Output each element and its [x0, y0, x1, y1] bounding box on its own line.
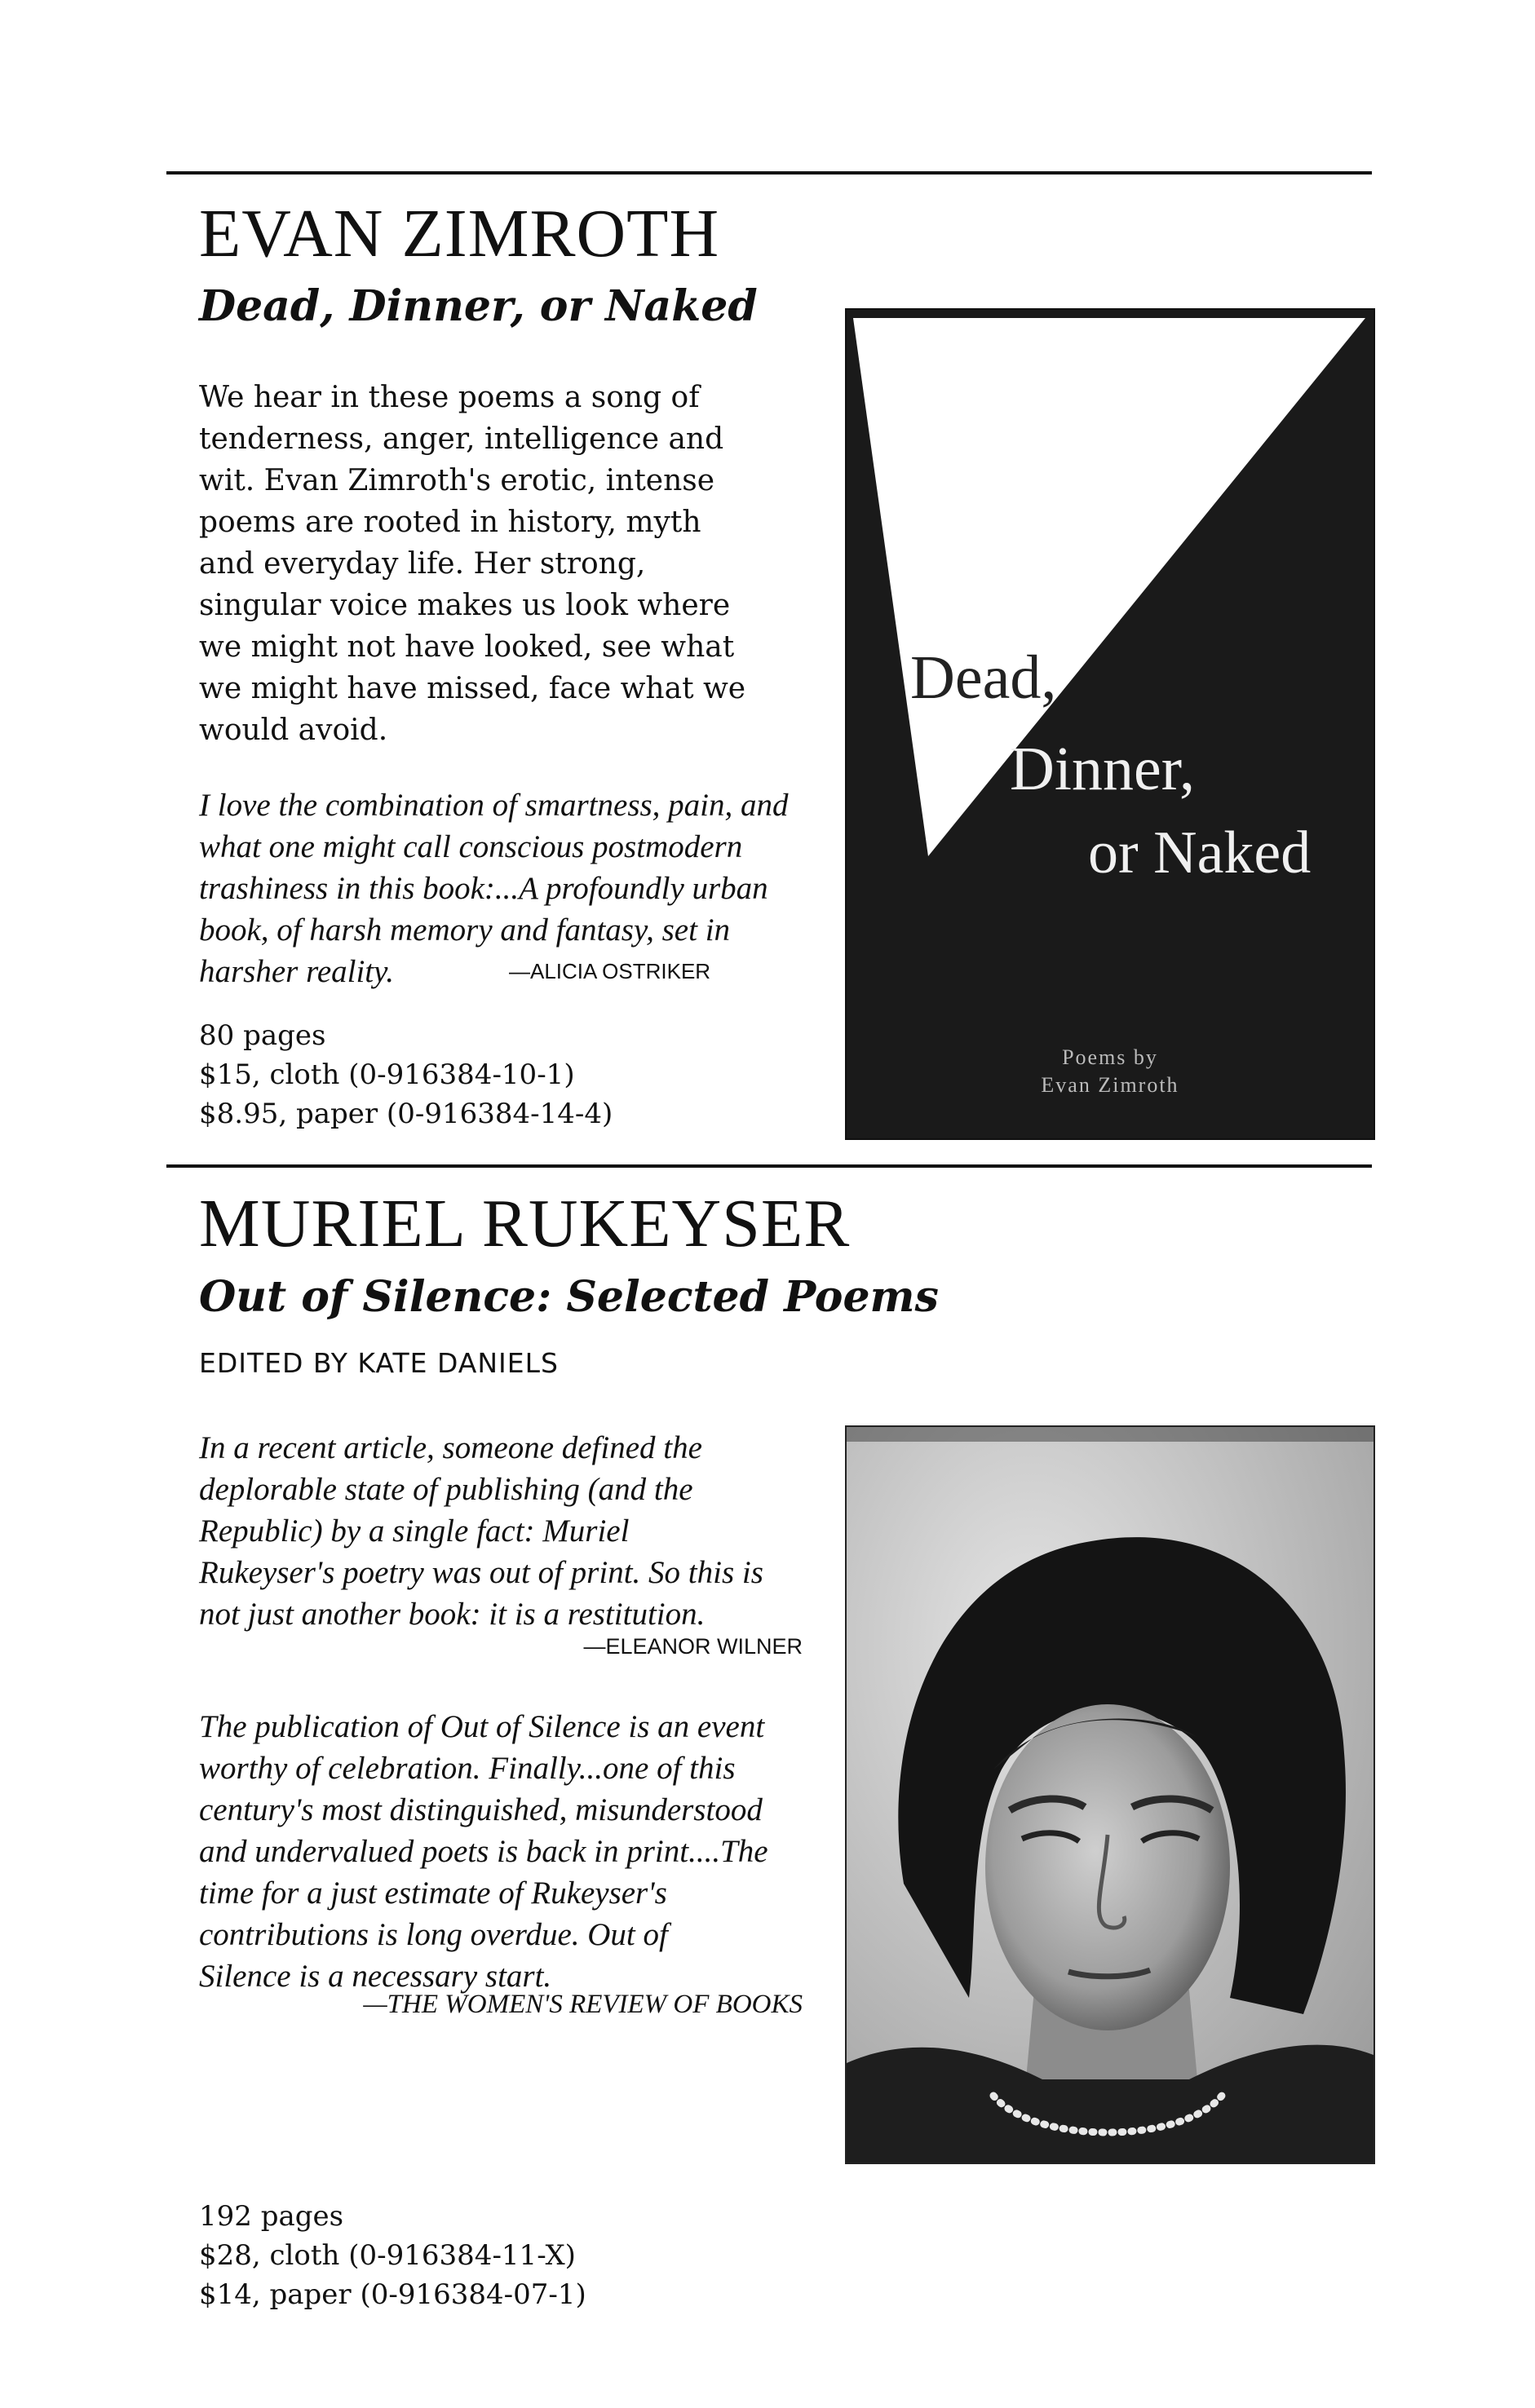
book-title: Dead, Dinner, or Naked: [199, 281, 758, 331]
quote-line: In a recent article, someone defined the: [199, 1430, 702, 1465]
review-quote: [199, 1706, 803, 1997]
quote-line: Rukeyser's poetry was out of print. So this is: [199, 1555, 763, 1590]
description-line: and everyday life. Her strong,: [199, 547, 646, 581]
review-quote: [199, 784, 803, 992]
cover-byline: Poems by: [1062, 1045, 1158, 1069]
description-line: We hear in these poems a song of: [199, 381, 700, 414]
quote-attribution: —ALICIA OSTRIKER: [509, 959, 711, 983]
cover-author: Evan Zimroth: [1041, 1073, 1179, 1097]
quote-line: not just another book: it is a restitution.: [199, 1597, 706, 1632]
page-count: 192 pages: [199, 2200, 344, 2233]
quote-line: book, of harsh memory and fantasy, set in: [199, 912, 731, 948]
section-divider-middle: [166, 1164, 1372, 1168]
description-line: tenderness, anger, intelligence and: [199, 422, 724, 456]
description-line: we might have missed, face what we: [199, 672, 746, 705]
price-paper: $14, paper (0-916384-07-1): [199, 2278, 586, 2311]
quote-line: deplorable state of publishing (and the: [199, 1472, 693, 1507]
quote-line: Silence is a necessary start.: [199, 1959, 552, 1994]
author-photo: [845, 1425, 1375, 2164]
quote-line: contributions is long overdue. Out of: [199, 1917, 668, 1952]
book-specs: [199, 2197, 586, 2314]
portrait-illustration: [847, 1427, 1374, 2163]
cover-title-line: Dead,: [910, 643, 1057, 712]
quote-line: worthy of celebration. Finally...one of this: [199, 1751, 736, 1786]
quote-line: trashiness in this book:...A profoundly urban: [199, 871, 768, 906]
description-line: poems are rooted in history, myth: [199, 506, 701, 539]
page-count: 80 pages: [199, 1019, 326, 1052]
review-quote: [199, 1427, 803, 1635]
price-paper: $8.95, paper (0-916384-14-4): [199, 1098, 613, 1130]
quote-line: Republic) by a single fact: Muriel: [199, 1513, 630, 1549]
author-name: MURIEL RUKEYSER: [199, 1186, 851, 1261]
description-line: we might not have looked, see what: [199, 630, 735, 664]
book-cover: [845, 308, 1375, 1140]
price-cloth: $28, cloth (0-916384-11-X): [199, 2239, 576, 2272]
section-divider-top: [166, 171, 1372, 175]
quote-line: harsher reality.: [199, 954, 395, 989]
description-line: wit. Evan Zimroth's erotic, intense: [199, 464, 715, 497]
author-name: EVAN ZIMROTH: [199, 196, 720, 272]
cover-title-line: Dinner,: [1010, 735, 1195, 803]
quote-line: and undervalued poets is back in print....The: [199, 1834, 768, 1869]
book-specs: [199, 1016, 613, 1133]
quote-attribution: —THE WOMEN'S REVIEW OF BOOKS: [363, 1990, 803, 2019]
cover-title-line: or Naked: [1088, 820, 1312, 886]
quote-line-last: [199, 951, 803, 992]
quote-line: what one might call conscious postmodern: [199, 829, 743, 864]
book-description: [199, 377, 819, 751]
description-line: singular voice makes us look where: [199, 589, 731, 622]
quote-line: The publication of Out of Silence is an event: [199, 1709, 765, 1744]
quote-line: century's most distinguished, misunderstood: [199, 1792, 763, 1827]
editor-credit: EDITED BY KATE DANIELS: [199, 1347, 559, 1379]
cover-triangle-graphic: [847, 310, 1374, 1138]
quote-line: I love the combination of smartness, pain, and: [199, 788, 789, 823]
quote-attribution: —ELEANOR WILNER: [583, 1634, 803, 1659]
book-title: Out of Silence: Selected Poems: [199, 1272, 939, 1322]
price-cloth: $15, cloth (0-916384-10-1): [199, 1058, 575, 1091]
description-line: would avoid.: [199, 714, 388, 747]
quote-line: time for a just estimate of Rukeyser's: [199, 1876, 667, 1911]
